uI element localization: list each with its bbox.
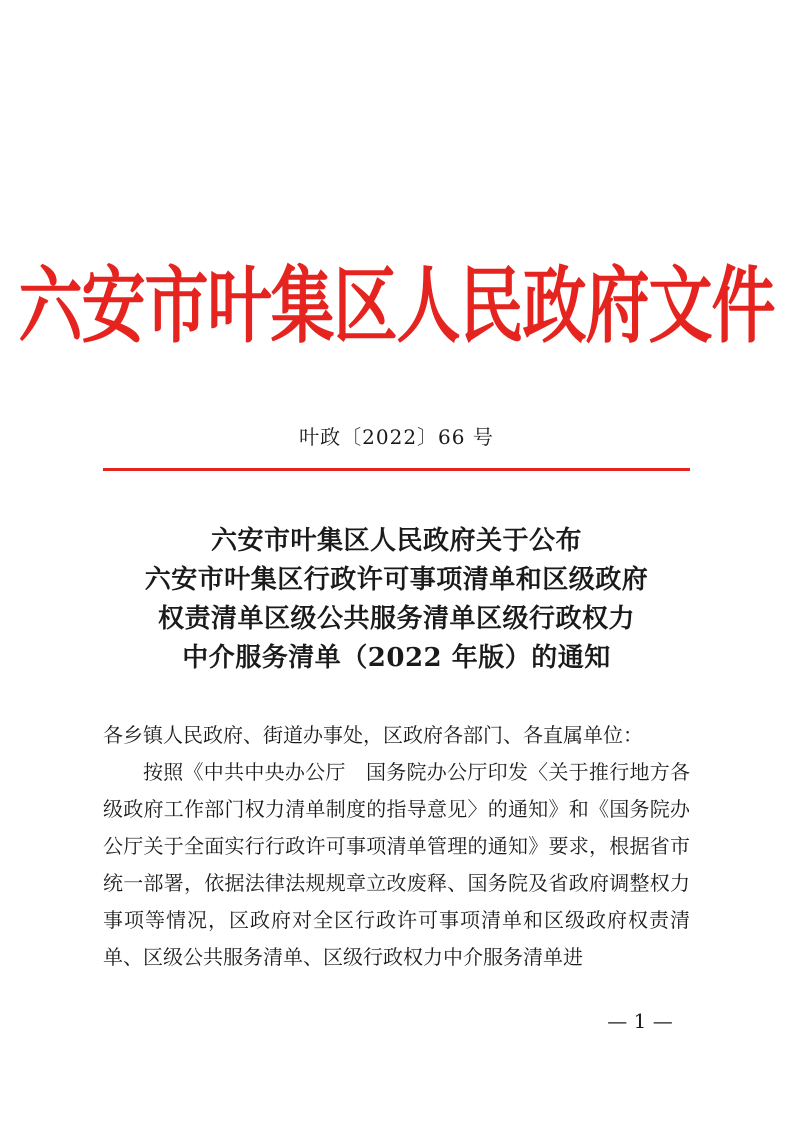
title-line-1: 六安市叶集区人民政府关于公布 [210, 526, 582, 556]
document-body [103, 717, 690, 976]
red-separator-line [103, 468, 690, 471]
title-line-4: 中介服务清单（2022 年版）的通知 [182, 643, 611, 673]
page-number: — 1 — [607, 1009, 673, 1033]
title-line-2: 六安市叶集区行政许可事项清单和区级政府 [144, 565, 649, 595]
document-masthead: 六安市叶集区人民政府文件 [18, 257, 775, 356]
title-line-3: 权责清单区级公共服务清单区级行政权力 [157, 604, 635, 634]
document-title [0, 522, 793, 678]
addressee-line: 各乡镇人民政府、街道办事处，区政府各部门、各直属单位： [103, 723, 643, 747]
document-number: 叶政〔2022〕66 号 [299, 425, 494, 449]
body-paragraph: 按照《中共中央办公厅 国务院办公厅印发〈关于推行地方各级政府工作部门权力清单制度的指导意见〉的通知》和《国务院办公厅关于全面实行行政许可事项清单管理的通知》要求，根据省市统一部署，依据法律法规规章立改废释、国务院及省政府调整权力事项等情况，区政府对全区行政许可事项清单和区级政府权责清单、区级公共服务清单、区级行政权力中介服务清单进 [103, 760, 690, 969]
